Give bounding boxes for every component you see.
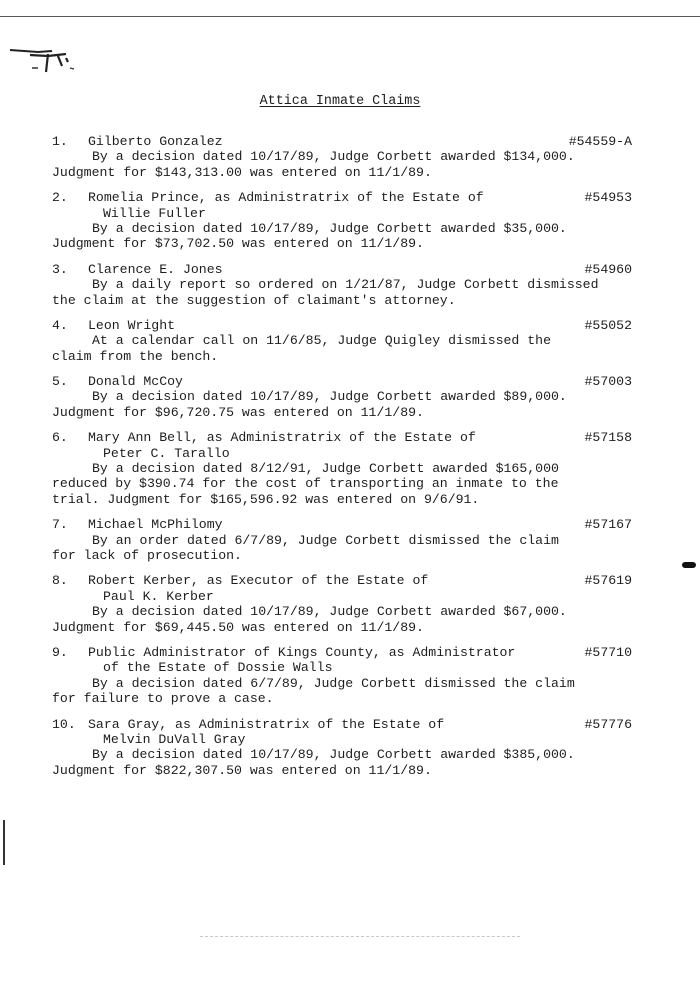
claim-text-line: claim from the bench. <box>52 348 219 364</box>
case-number: #54559-A <box>568 134 632 149</box>
claimant-name: Sara Gray, as Administratrix of the Estate of <box>88 716 445 732</box>
claim-number: 3. <box>52 261 68 277</box>
claim-text-line: Judgment for $69,445.50 was entered on 11/1/89. <box>52 619 424 635</box>
claim-item <box>52 517 632 563</box>
case-number: #57167 <box>584 517 632 533</box>
claim-item <box>52 262 632 308</box>
claim-text-line: Judgment for $96,720.75 was entered on 11/1/89. <box>52 404 424 420</box>
claimant-continuation: Peter C. Tarallo <box>103 445 230 461</box>
case-number: #57619 <box>584 573 632 589</box>
case-number: #57003 <box>584 374 632 390</box>
claim-text-line: for lack of prosecution. <box>52 547 242 563</box>
claim-text-line: Judgment for $73,702.50 was entered on 11/1/89. <box>52 236 424 252</box>
claimant-name: Robert Kerber, as Executor of the Estate of <box>88 573 429 589</box>
claim-item <box>52 318 632 364</box>
claim-text-line: By an order dated 6/7/89, Judge Corbett dismissed the claim <box>92 532 559 548</box>
claim-number: 1. <box>52 134 68 149</box>
claimant-name: Public Administrator of Kings County, as Administrator <box>88 644 516 660</box>
claim-text-line: By a daily report so ordered on 1/21/87, Judge Corbett dismissed <box>92 277 599 293</box>
margin-ink-mark <box>682 562 696 568</box>
claimant-continuation: Paul K. Kerber <box>103 588 214 604</box>
claim-text-line: reduced by $390.74 for the cost of transporting an inmate to the <box>52 476 559 492</box>
claim-text-line: Judgment for $822,307.50 was entered on 11/1/89. <box>52 762 432 778</box>
claimant-name: Romelia Prince, as Administratrix of the Estate of <box>88 190 484 206</box>
case-number: #54953 <box>584 190 632 206</box>
claim-text-line: Judgment for $143,313.00 was entered on 11/1/89. <box>52 164 432 180</box>
claim-text-line: By a decision dated 8/12/91, Judge Corbett awarded $165,000 <box>92 461 559 477</box>
case-number: #54960 <box>584 261 632 277</box>
claim-number: 7. <box>52 517 68 533</box>
claim-item <box>52 645 632 707</box>
claimant-name: Michael McPhilomy <box>88 517 223 533</box>
claim-item <box>52 717 632 779</box>
claim-item <box>52 573 632 635</box>
case-number: #57158 <box>584 430 632 446</box>
claim-number: 8. <box>52 573 68 589</box>
claim-text-line: trial. Judgment for $165,596.92 was entered on 9/6/91. <box>52 491 480 507</box>
claimant-name: Donald McCoy <box>88 374 183 390</box>
claimant-name: Mary Ann Bell, as Administratrix of the Estate of <box>88 430 476 446</box>
claim-number: 2. <box>52 190 68 206</box>
claim-item <box>52 134 632 180</box>
case-number: #57710 <box>584 644 632 660</box>
claim-item <box>52 430 632 507</box>
faint-scan-line <box>200 936 520 938</box>
claimant-name: Gilberto Gonzalez <box>88 134 223 149</box>
claim-text-line: the claim at the suggestion of claimant's attorney. <box>52 292 456 308</box>
claim-text-line: By a decision dated 10/17/89, Judge Corbett awarded $385,000. <box>92 747 575 763</box>
handwritten-scribble-mark <box>8 46 80 76</box>
claim-item <box>52 374 632 420</box>
claim-text-line: for failure to prove a case. <box>52 691 274 707</box>
claimant-continuation: Willie Fuller <box>103 205 206 221</box>
page-title: Attica Inmate Claims <box>259 94 421 109</box>
claim-number: 4. <box>52 317 68 333</box>
claimant-continuation: Melvin DuVall Gray <box>103 731 246 747</box>
claim-text-line: By a decision dated 6/7/89, Judge Corbett dismissed the claim <box>92 675 575 691</box>
claim-text-line: By a decision dated 10/17/89, Judge Corbett awarded $67,000. <box>92 604 567 620</box>
claim-item <box>52 190 632 252</box>
claims-list <box>52 134 632 788</box>
case-number: #57776 <box>584 716 632 732</box>
claim-text-line: By a decision dated 10/17/89, Judge Corbett awarded $89,000. <box>92 389 567 405</box>
top-rule <box>0 16 700 17</box>
claimant-continuation: of the Estate of Dossie Walls <box>103 660 333 676</box>
claim-number: 10. <box>52 716 76 732</box>
claim-text-line: By a decision dated 10/17/89, Judge Corbett awarded $35,000. <box>92 220 567 236</box>
case-number: #55052 <box>584 317 632 333</box>
claim-text-line: By a decision dated 10/17/89, Judge Corbett awarded $134,000. <box>92 149 575 165</box>
claim-text-line: At a calendar call on 11/6/85, Judge Quigley dismissed the <box>92 333 551 349</box>
claim-number: 9. <box>52 644 68 660</box>
claimant-name: Clarence E. Jones <box>88 261 223 277</box>
claim-number: 5. <box>52 374 68 390</box>
claimant-name: Leon Wright <box>88 317 176 333</box>
margin-ink-bar <box>3 820 5 865</box>
claim-number: 6. <box>52 430 68 446</box>
